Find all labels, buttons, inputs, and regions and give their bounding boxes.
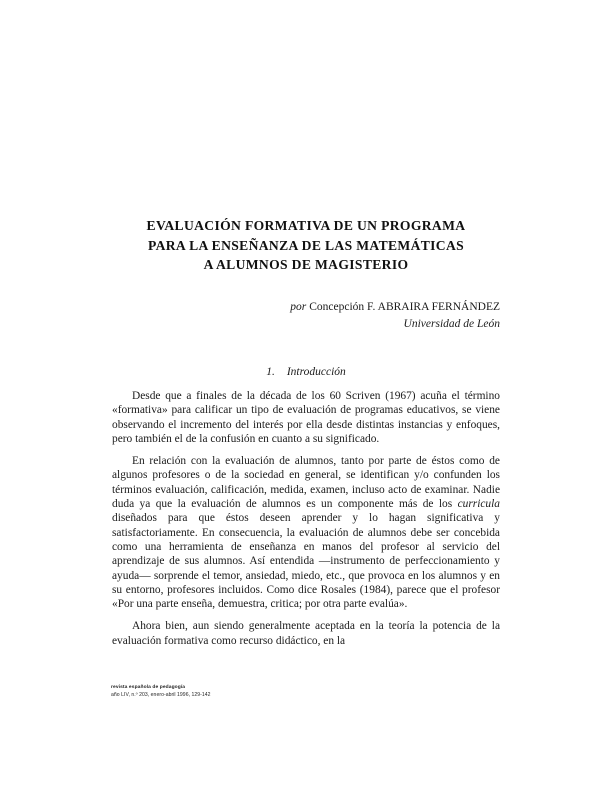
paragraph-3: Ahora bien, aun siendo generalmente aceptada en la teoría la potencia de la evaluación formativa como recurso didáctico, en la [112, 620, 500, 647]
footer-journal-name: revista española de pedagogía [111, 685, 186, 690]
page-footer [111, 685, 411, 699]
author-name: Concepción F. ABRAIRA FERNÁNDEZ [309, 301, 500, 313]
paragraph-1: Desde que a finales de la década de los 60 Scriven (1967) acuña el término «formativa» para calificar un tipo de evaluación de programas educativos, se viene observando el incremento del interés por ella desde distintas instancias y enfoques, pero también el de la confusión en cuanto a su significado. [112, 390, 500, 446]
page-title [112, 216, 500, 275]
paragraph-2-part-a: En relación con la evaluación de alumnos, tanto por parte de éstos como de algunos profesores o de la sociedad en general, se identifican y/o confunden los términos evaluación, calificación, medida, examen, incluso acto de examinar. Nadie duda ya que la evaluación de alumnos es un componente más de los [112, 454, 500, 510]
section-title: Introducción [286, 366, 346, 378]
author-affiliation: Universidad de León [403, 318, 500, 330]
section-heading [112, 366, 500, 378]
title-block [112, 216, 500, 275]
byline-block [112, 299, 500, 333]
author-byline [112, 299, 500, 316]
byline-prefix: por [290, 301, 307, 313]
title-line-2: PARA LA ENSEÑANZA DE LAS MATEMÁTICAS [147, 237, 465, 253]
body-text [112, 389, 500, 648]
paragraph-2-part-b: diseñados para que éstos deseen aprender y lo hagan significativa y satisfactoriamente. En consecuencia, la evaluación de alumnos debe ser concebida como una herramienta de enseñanza en manos del profesor al servicio del aprendizaje de sus alumnos. Así entendida —instrumento de perfeccionamiento y ayuda— sorprende el temor, ansiedad, miedo, etc., que provoca en los alumnos y en su entorno, profesores incluidos. Como dice Rosales (1984), parece que el profesor «Por una parte enseña, demuestra, critica; por otra parte evalúa». [112, 512, 500, 611]
section-number: 1. [266, 366, 275, 378]
footer-issue-info: año LIV, n.º 203, enero-abril 1996, 129-142 [111, 691, 211, 698]
title-line-3: A ALUMNOS DE MAGISTERIO [203, 257, 409, 272]
paragraph-2-emphasis: curricula [457, 497, 500, 510]
paragraph-2 [112, 454, 500, 612]
title-line-1: EVALUACIÓN FORMATIVA DE UN PROGRAMA [146, 218, 466, 233]
